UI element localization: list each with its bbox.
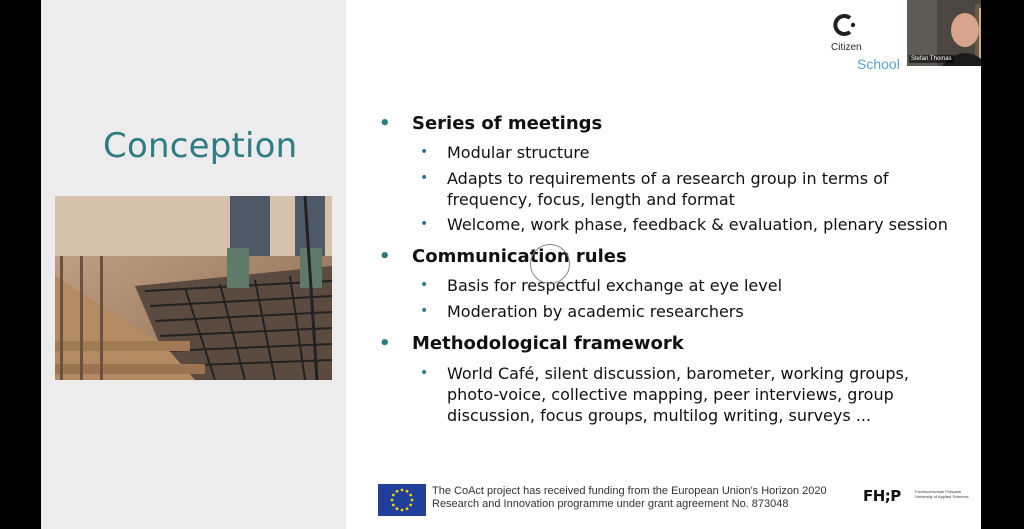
logo-text: Citizen: [831, 42, 862, 53]
sub-bullet-text: World Café, silent discussion, barometer, working groups, photo-voice, collective mapping, peer interviews, group discussion, focus groups, multilog writing, surveys ...: [447, 364, 909, 425]
university-name: Fachhochschule Potsdam University of Applied Sciences: [915, 489, 969, 499]
cursor-highlight: [530, 244, 570, 284]
presentation-slide: [41, 0, 981, 529]
sub-bullet-text: Basis for respectful exchange at eye level: [447, 276, 783, 295]
bullet-label: Methodological framework: [412, 333, 684, 354]
logo-text: School: [857, 56, 900, 72]
slide-title: Conception: [103, 126, 298, 166]
bullet-icon: •: [379, 333, 391, 354]
bullet-icon: •: [420, 365, 429, 381]
bullet-label: Series of meetings: [412, 113, 603, 134]
sub-bullet-text: Welcome, work phase, feedback & evaluation, plenary session: [447, 215, 948, 234]
sub-bullet-text: Adapts to requirements of a research group in terms of frequency, focus, length and format: [447, 169, 889, 209]
construction-photo: [55, 196, 332, 380]
bullet-icon: •: [420, 277, 429, 293]
sub-bullet-text: Moderation by academic researchers: [447, 302, 744, 321]
bullet-icon: •: [420, 303, 429, 319]
video-call-thumbnail[interactable]: [907, 0, 981, 66]
bullet-icon: •: [420, 216, 429, 232]
eu-flag-icon: [378, 484, 426, 516]
bullet-icon: •: [420, 170, 429, 186]
citizen-school-logo-icon: [831, 12, 857, 38]
bullet-icon: •: [379, 113, 391, 134]
bullet-label: Communication rules: [412, 246, 627, 267]
bullet-icon: •: [379, 246, 391, 267]
university-logo: FH;P: [863, 487, 901, 505]
funding-text: The CoAct project has received funding from the European Union's Horizon 2020 Research and Innovation programme under grant agreement No. 873048: [432, 485, 827, 510]
bullet-icon: •: [420, 144, 429, 160]
participant-name: Stefan Thomas: [911, 56, 952, 62]
sub-bullet-text: Modular structure: [447, 143, 590, 162]
